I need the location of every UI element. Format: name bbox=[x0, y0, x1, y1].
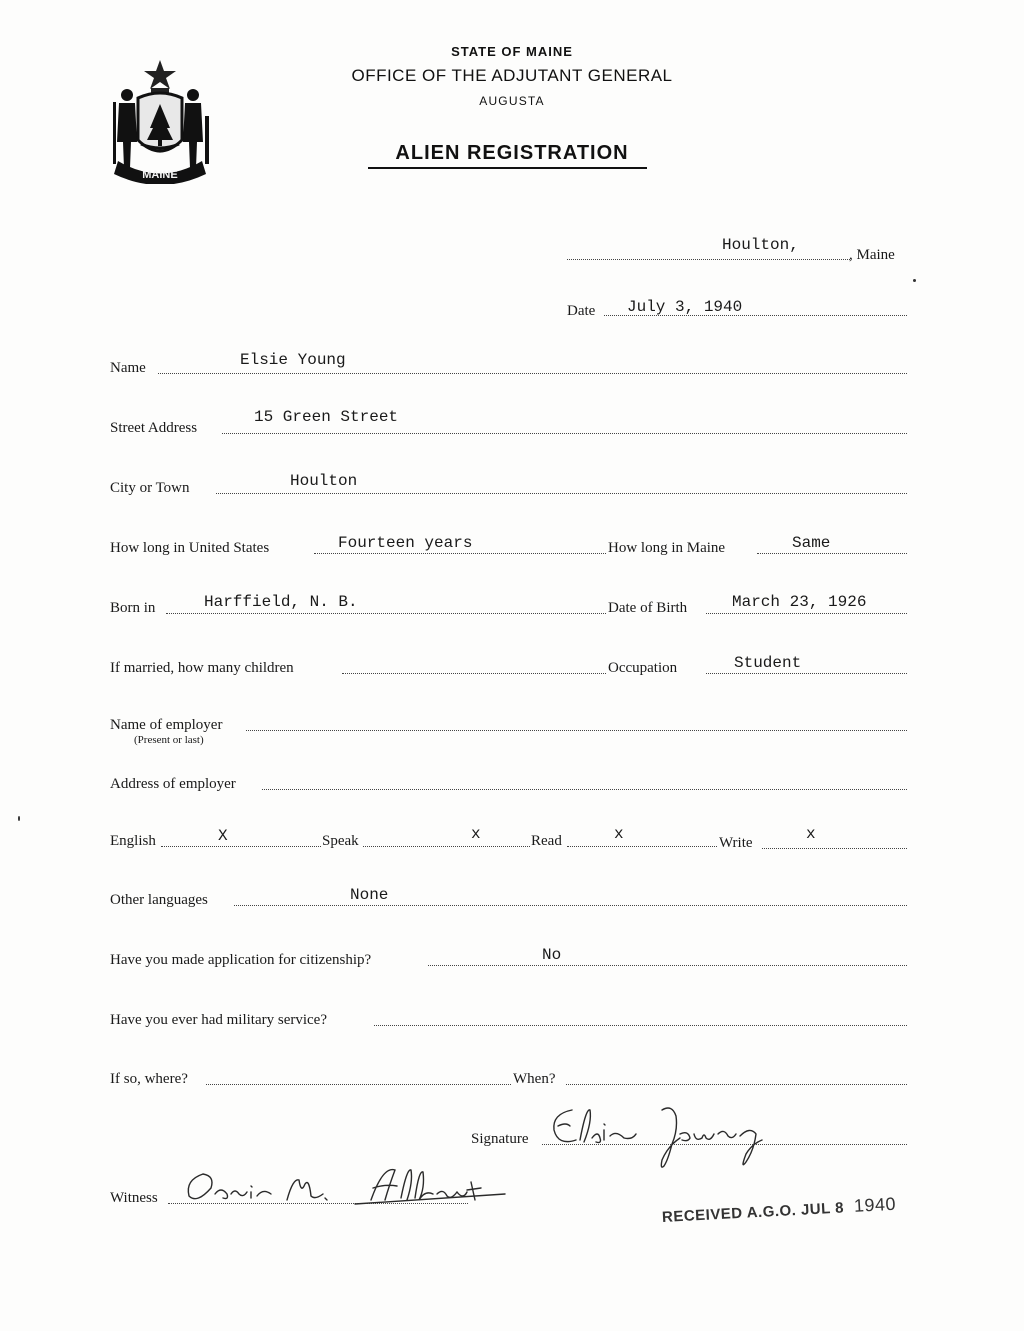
occupation-value: Student bbox=[734, 654, 802, 672]
military-label: Have you ever had military service? bbox=[110, 1012, 327, 1028]
received-stamp-year: 1940 bbox=[853, 1193, 897, 1216]
ink-speck bbox=[913, 279, 916, 282]
svg-text:MAINE: MAINE bbox=[142, 169, 178, 181]
read-line bbox=[567, 846, 717, 847]
received-stamp-text: RECEIVED A.G.O. JUL 8 bbox=[661, 1199, 845, 1226]
children-line bbox=[342, 673, 606, 674]
english-label: English bbox=[110, 833, 156, 849]
office-heading: OFFICE OF THE ADJUTANT GENERAL bbox=[351, 66, 673, 85]
occupation-label: Occupation bbox=[608, 660, 678, 676]
birthplace-value: Harffield, N. B. bbox=[204, 593, 358, 611]
employer-label: Name of employer bbox=[110, 717, 223, 733]
dob-line bbox=[706, 613, 907, 614]
maine-duration-value: Same bbox=[792, 534, 831, 552]
employer-address-label: Address of employer bbox=[110, 776, 236, 792]
write-label: Write bbox=[719, 835, 753, 851]
title-underline bbox=[368, 167, 647, 169]
street-label: Street Address bbox=[110, 420, 198, 436]
when-line bbox=[566, 1084, 907, 1085]
citizenship-label: Have you made application for citizenship? bbox=[110, 952, 372, 968]
speak-value: x bbox=[471, 825, 481, 843]
write-value: x bbox=[806, 825, 816, 843]
date-label: Date bbox=[567, 303, 596, 319]
maine-duration-label: How long in Maine bbox=[608, 540, 726, 556]
received-stamp bbox=[661, 1194, 896, 1227]
us-duration-value: Fourteen years bbox=[338, 534, 473, 552]
english-line bbox=[161, 846, 321, 847]
when-label: When? bbox=[513, 1071, 556, 1087]
location-value: Houlton, bbox=[722, 236, 799, 254]
read-value: x bbox=[614, 825, 624, 843]
city-label: City or Town bbox=[110, 480, 190, 496]
employer-line bbox=[246, 730, 907, 731]
where-label: If so, where? bbox=[110, 1071, 188, 1087]
signature-label: Signature bbox=[471, 1131, 529, 1147]
location-suffix: , Maine bbox=[849, 247, 895, 263]
citizenship-line bbox=[428, 965, 907, 966]
english-value: X bbox=[218, 827, 228, 845]
dob-value: March 23, 1926 bbox=[732, 593, 867, 611]
us-duration-line bbox=[314, 553, 606, 554]
birthplace-line bbox=[166, 613, 606, 614]
city-value: Houlton bbox=[290, 472, 358, 490]
location-line bbox=[567, 259, 850, 260]
citizenship-value: No bbox=[542, 946, 562, 964]
children-label: If married, how many children bbox=[110, 660, 294, 676]
read-label: Read bbox=[531, 833, 562, 849]
employer-sublabel: (Present or last) bbox=[134, 734, 204, 746]
name-label: Name bbox=[110, 360, 146, 376]
city-heading: AUGUSTA bbox=[479, 94, 545, 108]
witness-signature bbox=[175, 1160, 525, 1220]
other-languages-value: None bbox=[350, 886, 389, 904]
state-heading: STATE OF MAINE bbox=[451, 44, 573, 59]
form-title: ALIEN REGISTRATION bbox=[395, 142, 629, 164]
witness-label: Witness bbox=[110, 1190, 158, 1206]
birthplace-label: Born in bbox=[110, 600, 156, 616]
us-duration-label: How long in United States bbox=[110, 540, 270, 556]
city-line bbox=[216, 493, 907, 494]
other-languages-line bbox=[234, 905, 907, 906]
maine-duration-line bbox=[757, 553, 907, 554]
where-line bbox=[206, 1084, 511, 1085]
other-languages-label: Other languages bbox=[110, 892, 208, 908]
street-line bbox=[222, 433, 907, 434]
speak-label: Speak bbox=[322, 833, 359, 849]
date-value: July 3, 1940 bbox=[627, 298, 743, 316]
ink-speck bbox=[18, 816, 20, 821]
military-line bbox=[374, 1025, 907, 1026]
write-line bbox=[762, 848, 907, 849]
name-line bbox=[158, 373, 907, 374]
employer-address-line bbox=[262, 789, 907, 790]
occupation-line bbox=[706, 673, 907, 674]
speak-line bbox=[363, 846, 530, 847]
name-value: Elsie Young bbox=[240, 351, 346, 369]
street-value: 15 Green Street bbox=[254, 408, 399, 426]
applicant-signature bbox=[540, 1100, 770, 1180]
dob-label: Date of Birth bbox=[608, 600, 688, 616]
